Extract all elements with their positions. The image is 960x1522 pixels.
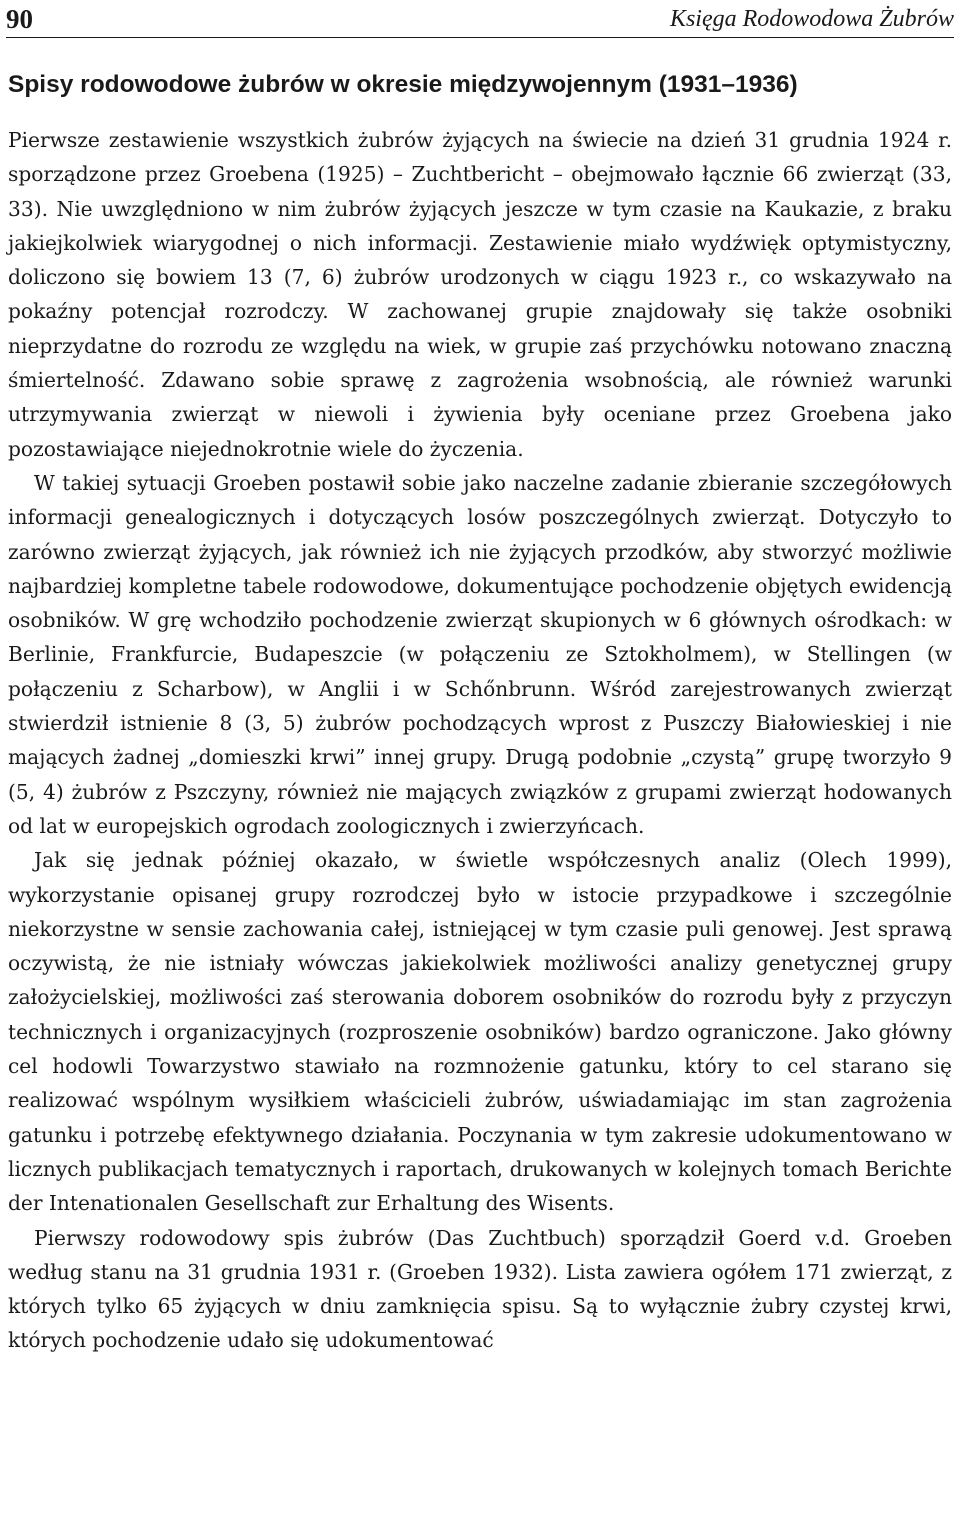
paragraph: Jak się jednak później okazało, w świetle współczesnych analiz (Olech 1999), wykorzystanie opisanej grupy rozrodczej było w istocie przypadkowe i szczególnie niekorzystne w sensie zachowania całej, istniejącej w tym czasie puli genowej. Jest sprawą oczywistą, że nie istniały wówczas jakiekolwiek możliwości analizy genetycznej grupy założycielskiej, możliwości zaś sterowania doborem osobników do rozrodu były z przyczyn technicznych i organizacyjnych (rozproszenie osobników) bardzo ograniczone. Jako główny cel hodowli Towarzystwo stawiało na rozmnożenie gatunku, który to cel starano się realizować wspólnym wysiłkiem właścicieli żubrów, uświadamiając im stan zagrożenia gatunku i potrzebę efektywnego działania. Poczynania w tym zakresie udokumentowano w licznych publikacjach tematycznych i raportach, drukowanych w kolejnych tomach Berichte der Intenationalen Gesellschaft zur Erhaltung des Wisents. (8, 848, 952, 1216)
header-divider (6, 37, 954, 38)
paragraph: Pierwszy rodowodowy spis żubrów (Das Zuchtbuch) sporządził Goerd v.d. Groeben według stanu na 31 grudnia 1931 r. (Groeben 1932). Lista zawiera ogółem 171 zwierząt, z których tylko 65 żyjących w dniu zamknięcia spisu. Są to wyłącznie żubry czystej krwi, których pochodzenie udało się udokumentować (8, 1225, 952, 1353)
section-title: Spisy rodowodowe żubrów w okresie międzywojennym (1931–1936) (8, 71, 798, 98)
body-text (8, 123, 952, 1358)
paragraph: W takiej sytuacji Groeben postawił sobie jako naczelne zadanie zbieranie szczegółowych informacji genealogicznych i dotyczących losów poszczególnych zwierząt. Dotyczyło to zarówno zwierząt żyjących, jak również ich nie żyjących przodków, aby stworzyć możliwie najbardziej kompletne tabele rodowodowe, dokumentujące pochodzenie objętych ewidencją osobników. W grę wchodziło pochodzenie zwierząt skupionych w 6 głównych ośrodkach: w Berlinie, Frankfurcie, Budapeszcie (w połączeniu ze Sztokholmem), w Stellingen (w połączeniu z Scharbow), w Anglii i w Schőnbrunn. Wśród zarejestrowanych zwierząt stwierdził istnienie 8 (3, 5) żubrów pochodzących wprost z Puszczy Białowieskiej i nie mających żadnej „domieszki krwi” innej grupy. Drugą podobnie „czystą” grupę tworzyło 9 (5, 4) żubrów z Pszczyny, również nie mających związków z grupami zwierząt hodowanych od lat w europejskich ogrodach zoologicznych i zwierzyńcach. (8, 470, 952, 838)
running-header (6, 4, 954, 34)
page-number: 90 (6, 4, 33, 34)
running-title: Księga Rodowodowa Żubrów (669, 6, 954, 32)
paragraph: Pierwsze zestawienie wszystkich żubrów żyjących na świecie na dzień 31 grudnia 1924 r. sporządzone przez Groebena (1925) – Zuchtbericht – obejmowało łącznie 66 zwierząt (33, 33). Nie uwzględniono w nim żubrów żyjących jeszcze w tym czasie na Kaukazie, z braku jakiejkolwiek wiarygodnej o nich informacji. Zestawienie miało wydźwięk optymistyczny, doliczono się bowiem 13 (7, 6) żubrów urodzonych w ciągu 1923 r., co wskazywało na pokaźny potencjał rozrodczy. W zachowanej grupie znajdowały się także osobniki nieprzydatne do rozrodu ze względu na wiek, w grupie zaś przychówku notowano znaczną śmiertelność. Zdawano sobie sprawę z zagrożenia wsobnością, ale również warunki utrzymywania zwierząt w niewoli i żywienia były oceniane przez Groebena jako pozostawiające niejednokrotnie wiele do życzenia. (8, 128, 952, 461)
